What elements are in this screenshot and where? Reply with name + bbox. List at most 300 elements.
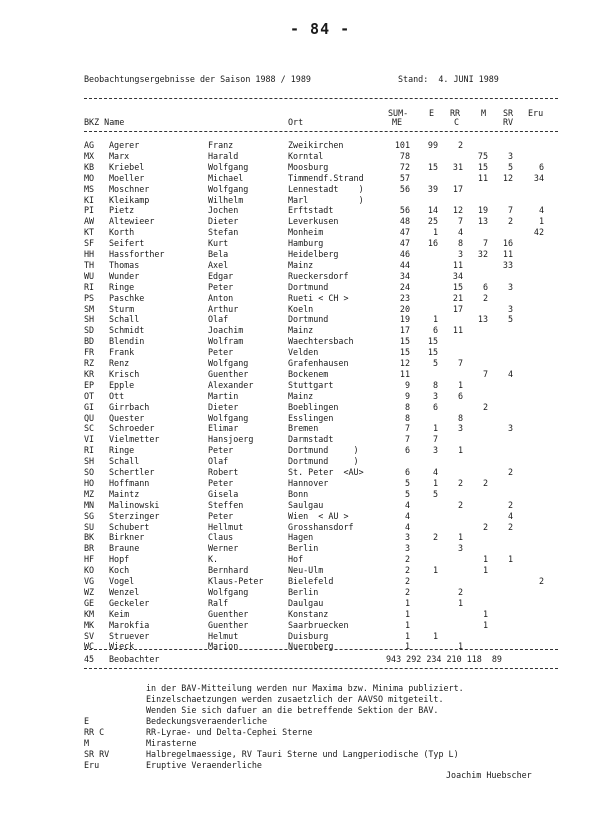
summe-cell: 3	[404, 532, 410, 543]
legend-code: SR RV	[84, 749, 110, 759]
bkz-cell: SH	[84, 314, 95, 325]
surname-cell: Frank	[109, 347, 135, 358]
city-cell: Hamburg	[288, 238, 324, 249]
rr-count-cell: 15	[452, 281, 463, 292]
bkz-cell: KO	[84, 565, 95, 576]
table-row	[0, 500, 592, 510]
surname-cell: Schroeder	[109, 423, 155, 434]
surname-cell: Quester	[109, 412, 145, 423]
table-row	[0, 249, 592, 259]
firstname-cell: Robert	[208, 467, 239, 477]
summe-cell: 20	[399, 303, 410, 314]
e-count-cell: 1	[432, 565, 438, 576]
header-sr-bottom: RV	[503, 117, 514, 127]
table-row	[0, 369, 592, 379]
table-row	[0, 543, 592, 553]
rr-count-cell: 3	[457, 543, 463, 554]
firstname-cell: Helmut	[208, 630, 239, 641]
sr-count-cell: 12	[502, 172, 513, 183]
city-cell: Marl )	[288, 194, 364, 205]
note-line: Wenden Sie sich dafuer an die betreffende Sektion der BAV.	[146, 705, 439, 715]
bkz-cell: PI	[84, 205, 95, 216]
bkz-cell: AG	[84, 140, 95, 150]
bkz-cell: TH	[84, 259, 95, 270]
firstname-cell: Wilhelm	[208, 194, 244, 205]
bkz-cell: SD	[84, 325, 95, 336]
e-count-cell: 5	[432, 358, 438, 368]
city-cell: Heidelberg	[288, 249, 339, 259]
rr-count-cell: 21	[452, 292, 463, 303]
header-rr-top: RR	[450, 108, 461, 118]
surname-cell: Kleikamp	[109, 194, 150, 205]
surname-cell: Renz	[109, 358, 130, 368]
bkz-cell: MS	[84, 183, 95, 194]
summe-cell: 2	[404, 565, 410, 576]
city-cell: Daulgau	[288, 597, 324, 608]
table-row	[0, 522, 592, 532]
rr-count-cell: 17	[452, 183, 463, 194]
summe-cell: 4	[404, 521, 410, 532]
summe-cell: 44	[399, 259, 410, 270]
m-count-cell: 2	[482, 292, 488, 303]
rr-count-cell: 1	[457, 597, 463, 608]
legend-desc: RR-Lyrae- und Delta-Cephei Sterne	[146, 727, 313, 737]
e-count-cell: 99	[427, 140, 438, 150]
bkz-cell: BK	[84, 532, 95, 543]
sr-count-cell: 3	[507, 303, 513, 314]
rr-count-cell: 7	[457, 358, 463, 368]
surname-cell: Wunder	[109, 270, 140, 281]
sr-count-cell: 3	[507, 150, 513, 161]
surname-cell: Geckeler	[109, 597, 150, 608]
table-row	[0, 456, 592, 466]
legend-code: RR C	[84, 727, 105, 737]
table-row	[0, 173, 592, 183]
firstname-cell: Joachim	[208, 325, 244, 336]
m-count-cell: 7	[482, 368, 488, 379]
summe-cell: 5	[404, 477, 410, 488]
surname-cell: Koch	[109, 565, 130, 576]
firstname-cell: Gisela	[208, 488, 239, 499]
m-count-cell: 13	[477, 216, 488, 227]
e-count-cell: 3	[432, 445, 438, 456]
table-row	[0, 304, 592, 314]
total-label: Beobachter	[109, 654, 160, 664]
bkz-cell: AW	[84, 216, 95, 227]
table-row	[0, 631, 592, 641]
city-cell: Berlin	[288, 543, 319, 554]
firstname-cell: Klaus-Peter	[208, 576, 264, 586]
bkz-cell: RI	[84, 281, 95, 292]
firstname-cell: Wolfgang	[208, 586, 249, 597]
city-cell: Saarbruecken	[288, 619, 349, 630]
eru-count-cell: 2	[538, 576, 544, 586]
city-cell: Berlin	[288, 586, 319, 597]
table-row	[0, 620, 592, 630]
firstname-cell: Marion	[208, 641, 239, 652]
summe-cell: 101	[394, 140, 410, 150]
surname-cell: Malinowski	[109, 499, 160, 510]
table-row	[0, 391, 592, 401]
table-row	[0, 576, 592, 586]
firstname-cell: K.	[208, 554, 219, 565]
city-cell: Erftstadt	[288, 205, 334, 216]
table-row	[0, 205, 592, 215]
note-line: in der BAV-Mitteilung werden nur Maxima bzw. Minima publiziert.	[146, 683, 464, 693]
rr-count-cell: 1	[457, 532, 463, 543]
table-row	[0, 402, 592, 412]
city-cell: St. Peter <AU>	[288, 467, 364, 477]
e-count-cell: 1	[432, 630, 438, 641]
table-row	[0, 554, 592, 564]
bkz-cell: OT	[84, 390, 95, 401]
bkz-cell: RI	[84, 445, 95, 456]
bkz-cell: KR	[84, 368, 95, 379]
e-count-cell: 6	[432, 401, 438, 412]
table-row	[0, 140, 592, 150]
header-eru: Eru	[528, 108, 544, 118]
summe-cell: 47	[399, 227, 410, 238]
surname-cell: Wenzel	[109, 586, 140, 597]
surname-cell: Paschke	[109, 292, 145, 303]
bkz-cell: FR	[84, 347, 95, 358]
sr-count-cell: 2	[507, 521, 513, 532]
eru-count-cell: 34	[533, 172, 544, 183]
legend-desc: Eruptive Veraenderliche	[146, 760, 262, 770]
rr-count-cell: 4	[457, 227, 463, 238]
firstname-cell: Guenther	[208, 368, 249, 379]
m-count-cell: 6	[482, 281, 488, 292]
surname-cell: Sturm	[109, 303, 135, 314]
table-row	[0, 282, 592, 292]
surname-cell: Ringe	[109, 445, 135, 456]
firstname-cell: Anton	[208, 292, 234, 303]
surname-cell: Pietz	[109, 205, 135, 216]
surname-cell: Schertler	[109, 467, 155, 477]
page-title: Beobachtungsergebnisse der Saison 1988 / 1989	[84, 74, 311, 84]
city-cell: Hagen	[288, 532, 314, 543]
firstname-cell: Peter	[208, 477, 234, 488]
city-cell: Wien < AU >	[288, 510, 349, 521]
sr-count-cell: 5	[507, 314, 513, 325]
table-row	[0, 184, 592, 194]
m-count-cell: 11	[477, 172, 488, 183]
m-count-cell: 19	[477, 205, 488, 216]
city-cell: Velden	[288, 347, 319, 358]
bkz-cell: EP	[84, 379, 95, 390]
m-count-cell: 15	[477, 161, 488, 172]
city-cell: Dortmund	[288, 314, 329, 325]
surname-cell: Moschner	[109, 183, 150, 194]
city-cell: Boeblingen	[288, 401, 339, 412]
sr-count-cell: 16	[502, 238, 513, 249]
surname-cell: Hassforther	[109, 249, 165, 259]
summe-cell: 8	[404, 401, 410, 412]
city-cell: Dortmund	[288, 281, 329, 292]
e-count-cell: 15	[427, 347, 438, 358]
surname-cell: Keim	[109, 608, 130, 619]
firstname-cell: Claus	[208, 532, 234, 543]
bkz-cell: SG	[84, 510, 95, 521]
summe-cell: 23	[399, 292, 410, 303]
firstname-cell: Michael	[208, 172, 244, 183]
bkz-cell: PS	[84, 292, 95, 303]
header-m: M	[481, 108, 487, 118]
bkz-cell: HF	[84, 554, 95, 565]
e-count-cell: 15	[427, 161, 438, 172]
surname-cell: Ott	[109, 390, 125, 401]
table-row	[0, 478, 592, 488]
summe-cell: 8	[404, 412, 410, 423]
rr-count-cell: 2	[457, 140, 463, 150]
rr-count-cell: 34	[452, 270, 463, 281]
rr-count-cell: 1	[457, 445, 463, 456]
city-cell: Hannover	[288, 477, 329, 488]
bkz-cell: MX	[84, 150, 95, 161]
bkz-cell: WC	[84, 641, 95, 652]
summe-cell: 4	[404, 499, 410, 510]
summe-cell: 1	[404, 597, 410, 608]
page-number: - 84 -	[290, 20, 351, 38]
firstname-cell: Ralf	[208, 597, 229, 608]
table-row	[0, 445, 592, 455]
summe-cell: 1	[404, 641, 410, 652]
date-stamp: Stand: 4. JUNI 1989	[398, 74, 499, 84]
table-row	[0, 238, 592, 248]
firstname-cell: Peter	[208, 510, 234, 521]
divider	[84, 131, 558, 132]
table-row	[0, 587, 592, 597]
city-cell: Bonn	[288, 488, 309, 499]
e-count-cell: 5	[432, 488, 438, 499]
bkz-cell: VG	[84, 576, 95, 586]
sr-count-cell: 1	[507, 554, 513, 565]
sr-count-cell: 4	[507, 368, 513, 379]
sr-count-cell: 7	[507, 205, 513, 216]
bkz-cell: KT	[84, 227, 95, 238]
summe-cell: 34	[399, 270, 410, 281]
header-ort: Ort	[288, 117, 304, 127]
firstname-cell: Olaf	[208, 456, 229, 467]
summe-cell: 46	[399, 249, 410, 259]
header-e: E	[429, 108, 435, 118]
summe-cell: 7	[404, 423, 410, 434]
surname-cell: Sterzinger	[109, 510, 160, 521]
city-cell: Koeln	[288, 303, 314, 314]
rr-count-cell: 1	[457, 641, 463, 652]
city-cell: Timmendf.Strand	[288, 172, 364, 183]
city-cell: Grosshansdorf	[288, 521, 354, 532]
surname-cell: Maintz	[109, 488, 140, 499]
table-row	[0, 325, 592, 335]
bkz-cell: MN	[84, 499, 95, 510]
firstname-cell: Olaf	[208, 314, 229, 325]
firstname-cell: Wolfgang	[208, 412, 249, 423]
divider	[84, 649, 558, 650]
header-bkz-name: BKZ Name	[84, 117, 125, 127]
surname-cell: Struever	[109, 630, 150, 641]
rr-count-cell: 8	[457, 412, 463, 423]
e-count-cell: 25	[427, 216, 438, 227]
eru-count-cell: 42	[533, 227, 544, 238]
city-cell: Duisburg	[288, 630, 329, 641]
bkz-cell: GE	[84, 597, 95, 608]
sr-count-cell: 3	[507, 423, 513, 434]
bkz-cell: GI	[84, 401, 95, 412]
summe-cell: 47	[399, 238, 410, 249]
surname-cell: Schmidt	[109, 325, 145, 336]
e-count-cell: 4	[432, 467, 438, 477]
summe-cell: 72	[399, 161, 410, 172]
firstname-cell: Bernhard	[208, 565, 249, 576]
surname-cell: Braune	[109, 543, 140, 554]
firstname-cell: Harald	[208, 150, 239, 161]
sr-count-cell: 2	[507, 467, 513, 477]
city-cell: Zweikirchen	[288, 140, 344, 150]
summe-cell: 7	[404, 434, 410, 445]
m-count-cell: 2	[482, 401, 488, 412]
sr-count-cell: 11	[502, 249, 513, 259]
city-cell: Esslingen	[288, 412, 334, 423]
m-count-cell: 2	[482, 521, 488, 532]
e-count-cell: 1	[432, 314, 438, 325]
table-row	[0, 532, 592, 542]
surname-cell: Vielmetter	[109, 434, 160, 445]
table-row	[0, 216, 592, 226]
firstname-cell: Wolfgang	[208, 161, 249, 172]
m-count-cell: 1	[482, 608, 488, 619]
surname-cell: Ringe	[109, 281, 135, 292]
bkz-cell: SV	[84, 630, 95, 641]
summe-cell: 15	[399, 347, 410, 358]
table-row	[0, 195, 592, 205]
surname-cell: Krisch	[109, 368, 140, 379]
bkz-cell: HH	[84, 249, 95, 259]
city-cell: Hof	[288, 554, 304, 565]
surname-cell: Girrbach	[109, 401, 150, 412]
city-cell: Darmstadt	[288, 434, 334, 445]
surname-cell: Epple	[109, 379, 135, 390]
e-count-cell: 16	[427, 238, 438, 249]
legend-code: M	[84, 738, 90, 748]
city-cell: Waechtersbach	[288, 336, 354, 347]
rr-count-cell: 11	[452, 259, 463, 270]
table-row	[0, 227, 592, 237]
summe-cell: 3	[404, 543, 410, 554]
summe-cell: 2	[404, 576, 410, 586]
city-cell: Bielefeld	[288, 576, 334, 586]
table-row	[0, 380, 592, 390]
city-cell: Konstanz	[288, 608, 329, 619]
surname-cell: Schall	[109, 314, 140, 325]
table-row	[0, 565, 592, 575]
surname-cell: Altewieer	[109, 216, 155, 227]
firstname-cell: Franz	[208, 140, 234, 150]
summe-cell: 15	[399, 336, 410, 347]
sr-count-cell: 2	[507, 216, 513, 227]
surname-cell: Seifert	[109, 238, 145, 249]
firstname-cell: Edgar	[208, 270, 234, 281]
bkz-cell: WU	[84, 270, 95, 281]
sr-count-cell: 2	[507, 499, 513, 510]
e-count-cell: 14	[427, 205, 438, 216]
bkz-cell: MO	[84, 172, 95, 183]
firstname-cell: Peter	[208, 281, 234, 292]
rr-count-cell: 11	[452, 325, 463, 336]
firstname-cell: Dieter	[208, 401, 239, 412]
legend-code: E	[84, 716, 90, 726]
surname-cell: Schall	[109, 456, 140, 467]
surname-cell: Birkner	[109, 532, 145, 543]
firstname-cell: Bela	[208, 249, 229, 259]
m-count-cell: 13	[477, 314, 488, 325]
city-cell: Moosburg	[288, 161, 329, 172]
table-row	[0, 467, 592, 477]
city-cell: Leverkusen	[288, 216, 339, 227]
rr-count-cell: 12	[452, 205, 463, 216]
city-cell: Rueckersdorf	[288, 270, 349, 281]
firstname-cell: Werner	[208, 543, 239, 554]
city-cell: Grafenhausen	[288, 358, 349, 368]
table-row	[0, 358, 592, 368]
e-count-cell: 15	[427, 336, 438, 347]
rr-count-cell: 17	[452, 303, 463, 314]
summe-cell: 57	[399, 172, 410, 183]
summe-cell: 12	[399, 358, 410, 368]
m-count-cell: 1	[482, 619, 488, 630]
surname-cell: Vogel	[109, 576, 135, 586]
m-count-cell: 7	[482, 238, 488, 249]
city-cell: Neu-Ulm	[288, 565, 324, 576]
rr-count-cell: 8	[457, 238, 463, 249]
firstname-cell: Alexander	[208, 379, 254, 390]
city-cell: Lennestadt )	[288, 183, 364, 194]
summe-cell: 11	[399, 368, 410, 379]
header-sr-top: SR	[503, 108, 514, 118]
table-row	[0, 413, 592, 423]
rr-count-cell: 2	[457, 586, 463, 597]
summe-cell: 78	[399, 150, 410, 161]
summe-cell: 4	[404, 510, 410, 521]
firstname-cell: Stefan	[208, 227, 239, 238]
surname-cell: Wieck	[109, 641, 135, 652]
city-cell: Saulgau	[288, 499, 324, 510]
bkz-cell: SO	[84, 467, 95, 477]
divider	[84, 668, 558, 669]
city-cell: Korntal	[288, 150, 324, 161]
firstname-cell: Peter	[208, 445, 234, 456]
total-values: 943 292 234 210 118 89	[386, 654, 502, 664]
bkz-cell: SU	[84, 521, 95, 532]
firstname-cell: Steffen	[208, 499, 244, 510]
table-row	[0, 609, 592, 619]
surname-cell: Marokfia	[109, 619, 150, 630]
table-row	[0, 314, 592, 324]
rr-count-cell: 3	[457, 249, 463, 259]
sr-count-cell: 5	[507, 161, 513, 172]
summe-cell: 2	[404, 586, 410, 597]
header-summe-top: SUM-	[388, 108, 409, 118]
firstname-cell: Axel	[208, 259, 229, 270]
table-row	[0, 423, 592, 433]
bkz-cell: SC	[84, 423, 95, 434]
summe-cell: 19	[399, 314, 410, 325]
summe-cell: 9	[404, 390, 410, 401]
sr-count-cell: 4	[507, 510, 513, 521]
summe-cell: 48	[399, 216, 410, 227]
rr-count-cell: 6	[457, 390, 463, 401]
header-summe-bottom: ME	[392, 117, 403, 127]
